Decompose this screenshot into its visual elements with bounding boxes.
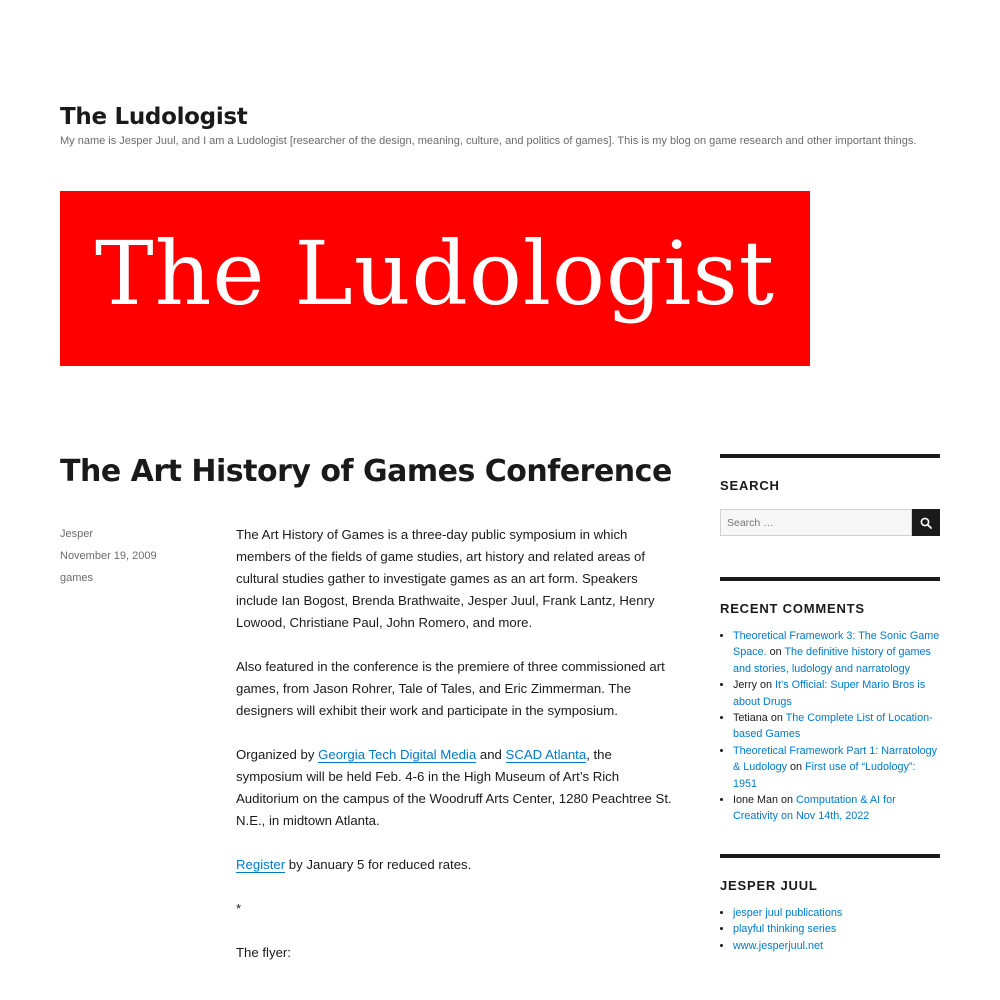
jesperjuul-net-link[interactable]: www.jesperjuul.net [733,939,824,952]
comment-author-link[interactable]: Theoretical Framework Part 1: Narratology & Ludology [733,744,938,774]
comment-connector: on [767,712,786,725]
post-meta [60,525,210,591]
post-content [236,524,682,986]
recent-comments-list [720,628,940,825]
header-image-banner[interactable] [60,191,810,366]
post-title: The Art History of Games Conference [60,454,672,489]
recent-comment-item [733,710,940,743]
search-icon [920,517,932,529]
georgia-tech-link[interactable]: Georgia Tech Digital Media [318,747,477,762]
post-author-link[interactable]: Jesper [60,528,94,540]
site-description: My name is Jesper Juul, and I am a Ludologist [researcher of the design, meaning, culture, and politics of games]. This is my blog on game research and other important things. [60,135,917,147]
search-form [720,509,940,536]
search-submit-button[interactable] [912,509,940,536]
playful-thinking-link[interactable]: playful thinking series [733,923,837,936]
comment-author-link[interactable]: Theoretical Framework 3: The Sonic Game Space. [733,630,940,659]
paragraph-text: by January 5 for reduced rates. [285,857,472,872]
post-paragraph-4 [236,854,682,876]
paragraph-text: , the symposium will be held Feb. 4-6 in the High Museum of Art’s Rich Auditorium on the campus of the Woodruff Arts Center, 1280 Peachtree St. N.E., in midtown Atlanta. [236,747,672,828]
publications-link[interactable]: jesper juul publications [733,907,843,919]
paragraph-text: and [476,747,506,762]
comment-post-link[interactable]: The Complete List of Location-based Games [733,712,933,741]
header-image-logo-text: The Ludologist [95,222,775,325]
post-category-link[interactable]: games [60,572,94,584]
recent-comments-widget [720,577,940,825]
comment-connector: on [757,679,776,692]
comment-author: Ione Man [733,794,779,807]
recent-comment-item [733,792,940,825]
jesper-juul-link-item [733,938,940,954]
comment-connector: on [766,646,785,659]
jesper-juul-widget [720,854,940,954]
comment-connector: on [778,794,797,807]
recent-comment-item [733,677,940,710]
recent-comment-item [733,628,940,677]
comment-author: Jerry [733,679,757,692]
comment-connector: on [787,761,806,774]
post-paragraph-3 [236,744,682,832]
jesper-juul-links-list [720,905,940,954]
comment-post-link[interactable]: The definitive history of games and stories, ludology and narratology [733,646,931,675]
scad-atlanta-link[interactable]: SCAD Atlanta [505,747,587,762]
search-widget-title: SEARCH [720,478,780,493]
comment-author: Tetiana [733,712,768,725]
post-paragraph-2: Also featured in the conference is the premiere of three commissioned art games, from Jason Rohrer, Tale of Tales, and Eric Zimmerman. The designers will exhibit their work and participate in the symposium. [236,659,665,718]
recent-comments-title: RECENT COMMENTS [720,601,865,616]
jesper-juul-link-item [733,905,940,921]
search-widget [720,454,940,536]
search-input[interactable] [720,509,912,536]
comment-post-link[interactable]: First use of “Ludology”: 1951 [733,761,916,790]
jesper-juul-link-item [733,921,940,937]
paragraph-text: Organized by [236,747,319,762]
comment-post-link[interactable]: It’s Official: Super Mario Bros is about Drugs [733,679,926,708]
site-title[interactable]: The Ludologist [60,104,248,130]
post-separator: * [236,901,242,916]
post-paragraph-1: The Art History of Games is a three-day public symposium in which members of the fields of game studies, art history and related areas of cultural studies gather to investigate games as an art form. Speakers include Ian Bogost, Brenda Brathwaite, Jesper Juul, Frank Lantz, Henry Lowood, Christiane Paul, John Romero, and more. [236,527,655,630]
comment-post-link[interactable]: Computation & AI for Creativity on Nov 14th, 2022 [733,794,896,823]
post-paragraph-5: The flyer: [236,945,291,960]
jesper-juul-widget-title: JESPER JUUL [720,878,818,893]
recent-comment-item [733,743,940,792]
post-date-link[interactable]: November 19, 2009 [60,550,157,562]
register-link[interactable]: Register [236,857,286,872]
